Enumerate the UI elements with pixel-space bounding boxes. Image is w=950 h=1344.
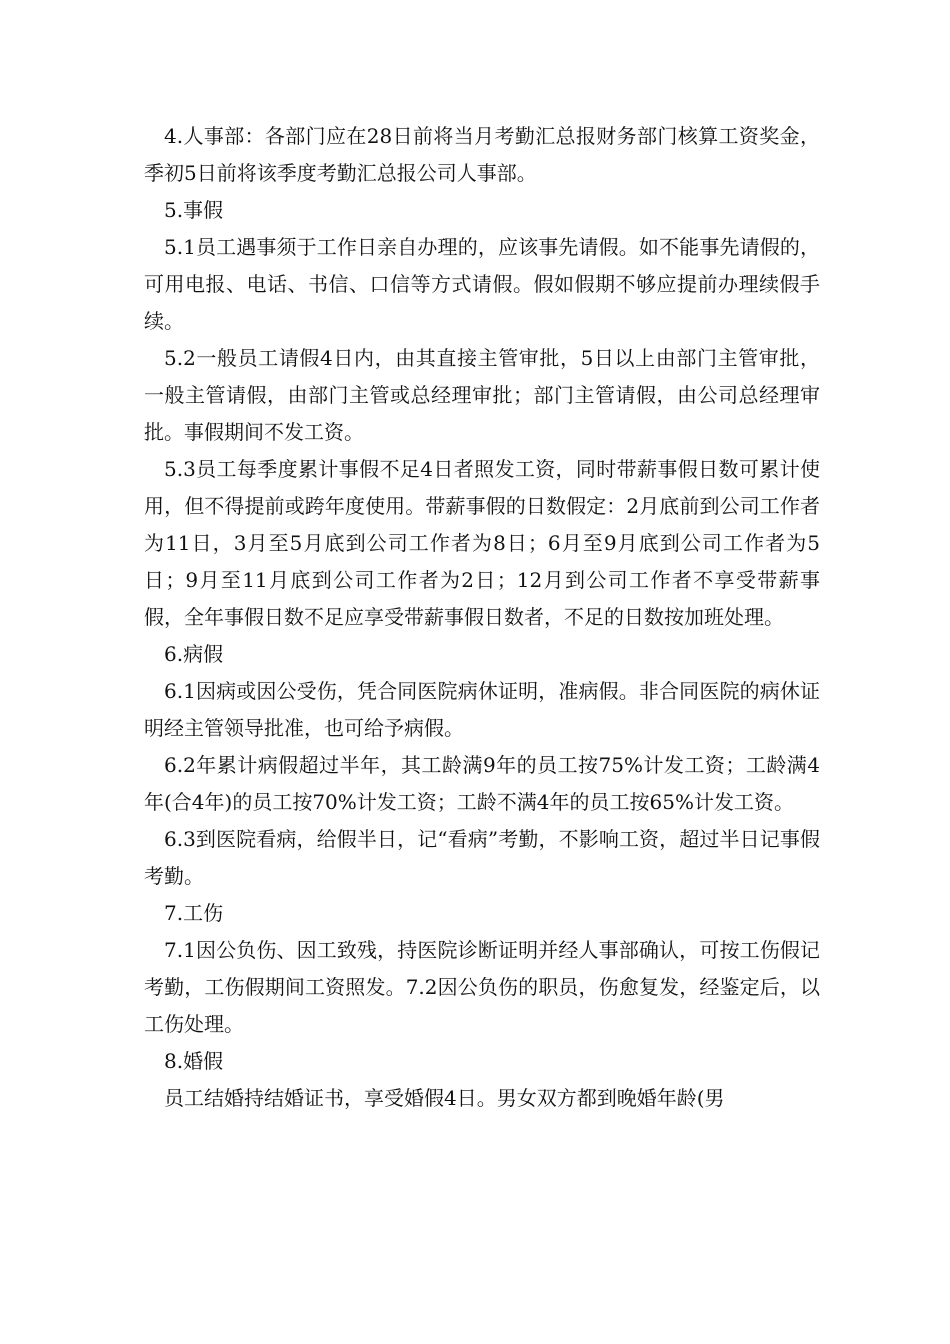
paragraph-work-injury-7-1: 7.1因公负伤、因工致残，持医院诊断证明并经人事部确认，可按工伤假记考勤，工伤假期间工资照发。7.2因公负伤的职员，伤愈复发，经鉴定后，以工伤处理。 [144,938,820,1036]
document-body [144,118,820,1117]
paragraph-personal-leave-5-2: 5.2一般员工请假4日内，由其直接主管审批，5日以上由部门主管审批，一般主管请假，由部门主管或总经理审批；部门主管请假，由公司总经理审批。事假期间不发工资。 [144,346,820,444]
paragraph-marriage-leave: 员工结婚持结婚证书，享受婚假4日。男女双方都到晚婚年龄(男 [164,1086,725,1110]
paragraph-personal-leave-5-3: 5.3员工每季度累计事假不足4日者照发工资，同时带薪事假日数可累计使用，但不得提前或跨年度使用。带薪事假的日数假定：2月底前到公司工作者为11日，3月至5月底到公司工作者为8日；6月至9月底到公司工作者为5日；9月至11月底到公司工作者为2日；12月到公司工作者不享受带薪事假，全年事假日数不足应享受带薪事假日数者，不足的日数按加班处理。 [144,457,820,629]
paragraph-personnel-dept: 4.人事部：各部门应在28日前将当月考勤汇总报财务部门核算工资奖金，季初5日前将该季度考勤汇总报公司人事部。 [144,124,820,185]
heading-marriage-leave: 8.婚假 [164,1049,224,1073]
paragraph-personal-leave-5-1: 5.1员工遇事须于工作日亲自办理的，应该事先请假。如不能事先请假的，可用电报、电话、书信、口信等方式请假。假如假期不够应提前办理续假手续。 [144,235,820,333]
heading-work-injury: 7.工伤 [164,901,224,925]
paragraph-sick-leave-6-2: 6.2年累计病假超过半年，其工龄满9年的员工按75%计发工资；工龄满4年(合4年)的员工按70%计发工资；工龄不满4年的员工按65%计发工资。 [144,753,820,814]
paragraph-sick-leave-6-3: 6.3到医院看病，给假半日，记“看病”考勤，不影响工资，超过半日记事假考勤。 [144,827,820,888]
paragraph-sick-leave-6-1: 6.1因病或因公受伤，凭合同医院病休证明，准病假。非合同医院的病休证明经主管领导批准，也可给予病假。 [144,679,820,740]
heading-sick-leave: 6.病假 [164,642,224,666]
heading-personal-leave: 5.事假 [164,198,224,222]
